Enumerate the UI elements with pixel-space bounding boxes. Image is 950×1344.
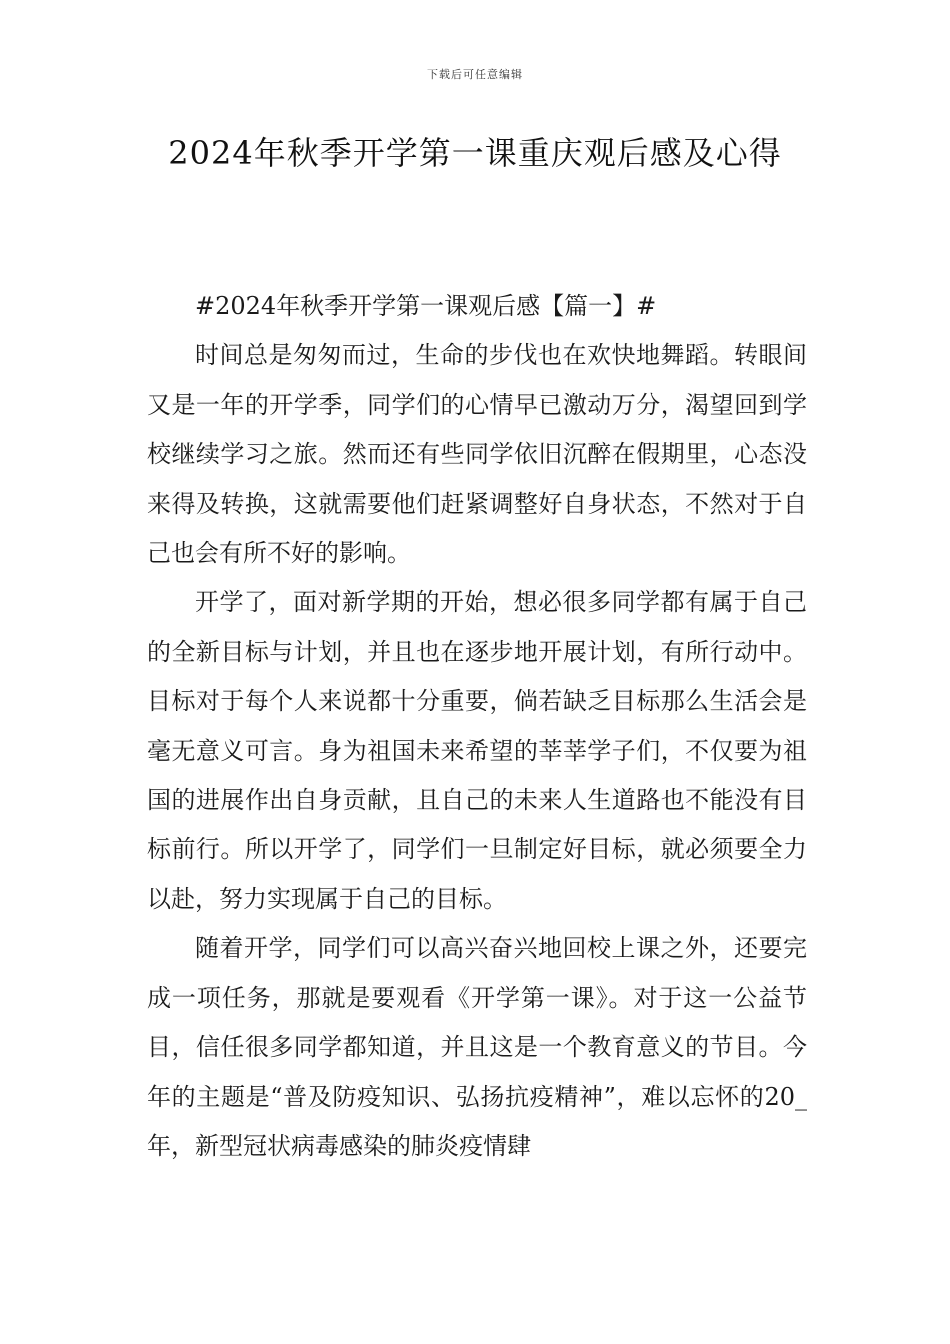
document-title: 2024年秋季开学第一课重庆观后感及心得 (168, 134, 782, 172)
section-heading: #2024年秋季开学第一课观后感【篇一】# (195, 292, 657, 320)
paragraph-2: 开学了，面对新学期的开始，想必很多同学都有属于自己的全新目标与计划，并且也在逐步地开展计划，有所行动中。目标对于每个人来说都十分重要，倘若缺乏目标那么生活会是毫无意义可言。身为祖国未来希望的莘莘学子们，不仅要为祖国的进展作出自身贡献，且自己的未来人生道路也不能没有目标前行。所以开学了，同学们一旦制定好目标，就必须要全力以赴，努力实现属于自己的目标。 (147, 588, 807, 913)
document-body (147, 282, 807, 1171)
paragraph-1: 时间总是匆匆而过，生命的步伐也在欢快地舞蹈。转眼间又是一年的开学季，同学们的心情早已激动万分，渴望回到学校继续学习之旅。然而还有些同学依旧沉醉在假期里，心态没来得及转换，这就需要他们赶紧调整好自身状态，不然对于自己也会有所不好的影响。 (147, 341, 807, 568)
paragraph-3: 随着开学，同学们可以高兴奋兴地回校上课之外，还要完成一项任务，那就是要观看《开学第一课》。对于这一公益节目，信任很多同学都知道，并且这是一个教育意义的节目。今年的主题是“普及防疫知识、弘扬抗疫精神”，难以忘怀的20_年，新型冠状病毒感染的肺炎疫情肆 (147, 934, 807, 1160)
header-note: 下载后可任意编辑 (427, 68, 523, 81)
